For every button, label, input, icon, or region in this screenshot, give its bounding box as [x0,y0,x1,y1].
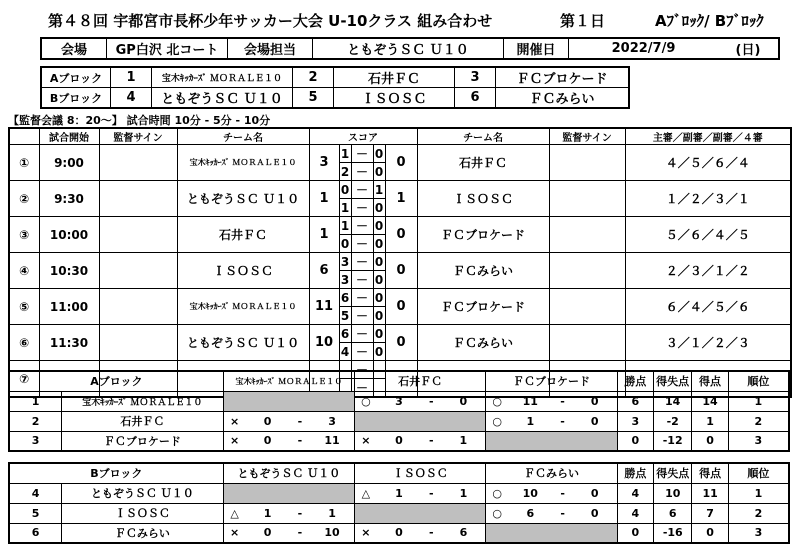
team2-name: ＦＣみらい [417,253,549,289]
dash: - [290,523,310,543]
referees: ４／５／６／４ [625,145,791,181]
half2-score-a: 2 [340,164,350,179]
goal-diff: 10 [654,483,692,503]
team1-total: 11 [309,289,339,325]
self-match-cell [355,411,486,431]
team-name: ＩＳＯＳＣ [62,503,224,523]
team-number: 2 [293,67,334,88]
team2-total: 0 [385,289,417,325]
points: 4 [617,483,653,503]
team1-total: 10 [309,325,339,361]
half2-score-b: 0 [374,272,384,287]
team2-name: ＦＣブロケード [417,289,549,325]
result-mark: ○ [486,391,508,411]
half2-score-b: 0 [374,344,384,359]
team1-name: ともぞうＳＣ Ｕ１０ [177,325,309,361]
col-rank: 順位 [728,371,789,391]
dash: - [290,411,310,431]
col-team2: チーム名 [417,128,549,145]
goals: 14 [692,391,728,411]
sign-cell-2[interactable] [549,253,625,289]
match-row [9,325,791,343]
match-number: ② [9,181,39,217]
referees: ６／４／５／６ [625,289,791,325]
half2-score-a: 1 [340,200,350,215]
half2-score-b: 0 [374,236,384,251]
team-number: 4 [9,483,62,503]
group-row-b [41,88,629,109]
col-diff: 得失点 [654,463,692,483]
half2-score-a: 4 [340,344,350,359]
standings-header-row [9,371,789,391]
rank: 3 [728,523,789,543]
charge-label: 会場担当 [228,38,313,59]
goals-for: 0 [377,523,421,543]
result-mark: ○ [486,503,508,523]
team1-name: 石井ＦＣ [177,217,309,253]
match-time: 9:00 [39,145,99,181]
points: 4 [617,503,653,523]
goals: 7 [692,503,728,523]
goals-for: 0 [245,523,289,543]
team-number: 1 [111,67,152,88]
team-number: 3 [455,67,496,88]
schedule-table [8,127,792,398]
sign-cell-1[interactable] [99,289,177,325]
dash: － [351,199,373,217]
team2-total: 0 [385,145,417,181]
goals-for: 10 [508,483,552,503]
goals-for: 0 [245,431,289,451]
half1-score-a: 1 [340,218,350,233]
standings-team-header: ＦＣみらい [486,463,617,483]
goal-diff: -2 [653,411,691,431]
team2-total: 0 [385,253,417,289]
self-match-cell [486,523,617,543]
half1-score-b: 1 [374,182,384,197]
dash: - [290,431,310,451]
standings-block-label: Aブロック [9,371,223,391]
team1-name: ＩＳＯＳＣ [177,253,309,289]
dash: － [351,343,373,361]
goals-against: 0 [573,503,617,523]
standings-row [9,483,789,503]
dash: - [553,503,573,523]
dash: － [351,181,373,199]
half1-score-a: 1 [340,146,350,161]
sign-cell-2[interactable] [549,325,625,361]
result-mark: ○ [486,483,508,503]
result-mark: ○ [486,411,508,431]
goals-against: 1 [310,503,354,523]
goals-against: 1 [441,431,485,451]
team-number: 3 [9,431,62,451]
goals: 11 [692,483,728,503]
match-row [9,181,791,199]
dash: - [290,503,310,523]
sign-cell-1[interactable] [99,145,177,181]
sign-cell-1[interactable] [99,325,177,361]
standings-team-header: ＩＳＯＳＣ [355,463,486,483]
team-name: ともぞうＳＣ Ｕ１０ [152,88,293,109]
points: 3 [617,411,653,431]
dash: - [421,523,441,543]
points: 0 [617,523,653,543]
goals-against: 11 [310,431,354,451]
match-time: 11:00 [39,289,99,325]
half1-score-a: 0 [340,182,350,197]
match-row [9,217,791,235]
group-block: Bブロック [41,88,111,109]
team-name: ＦＣブロケード [496,67,630,88]
match-row [9,145,791,163]
col-score: スコア [309,128,417,145]
goals-for: 11 [508,391,552,411]
team2-name: ＩＳＯＳＣ [417,181,549,217]
standings-b-table [8,462,790,544]
dash: － [351,235,373,253]
team-number: 2 [9,411,62,431]
col-goals: 得点 [692,463,728,483]
goals-for: 6 [508,503,552,523]
sign-cell-1[interactable] [99,181,177,217]
team1-name: 宝木ｷｯｶｰｽﾞ ＭＯＲＡＬＥ１０ [177,145,309,181]
match-number: ⑥ [9,325,39,361]
sign-cell-2[interactable] [549,181,625,217]
group-block: Aブロック [41,67,111,88]
goals-for: 0 [245,411,289,431]
col-goals: 得点 [692,371,728,391]
referees: ５／６／４／５ [625,217,791,253]
match-number: ⑦ [9,361,39,398]
result-mark: ○ [355,391,377,411]
referees: ２／３／１／２ [625,253,791,289]
goals-against: 0 [573,483,617,503]
goals-against: 0 [441,391,485,411]
half1-score-b: 0 [374,146,384,161]
standings-a-table [8,370,790,452]
team-number: 6 [455,88,496,109]
team-number: 5 [293,88,334,109]
team2-total: 0 [385,325,417,361]
goals-against: 10 [310,523,354,543]
team-name: 宝木ｷｯｶｰｽﾞ ＭＯＲＡＬＥ１０ [152,67,293,88]
half2-score-a: 0 [340,236,350,251]
team-number: 5 [9,503,62,523]
goals: 1 [692,411,728,431]
rank: 1 [728,391,789,411]
result-mark: × [223,431,245,451]
standings-row [9,431,789,451]
dash: － [351,307,373,325]
col-refs: 主審／副審／副審／４審 [625,128,791,145]
dash: - [421,391,441,411]
goal-diff: 6 [654,503,692,523]
team-name: 宝木ｷｯｶｰｽﾞ ＭＯＲＡＬＥ１０ [62,391,224,411]
col-sign2: 監督サイン [549,128,625,145]
dash: － [351,379,373,398]
result-mark: △ [355,483,377,503]
team1-name: 宝木ｷｯｶｰｽﾞ ＭＯＲＡＬＥ１０ [177,289,309,325]
team2-total: 0 [385,217,417,253]
dash: - [552,391,572,411]
team2-name: ＦＣみらい [417,325,549,361]
standings-block-label: Bブロック [9,463,223,483]
col-time: 試合開始 [39,128,99,145]
sign-cell-2[interactable] [549,145,625,181]
venue-label: 会場 [41,38,107,59]
group-row-a [41,67,629,88]
standings-row [9,411,789,431]
dash: － [351,163,373,181]
venue-table [40,37,780,60]
dash: - [421,483,441,503]
col-team1: チーム名 [177,128,309,145]
match-number: ③ [9,217,39,253]
half1-score-a: 6 [340,326,350,341]
half1-score-a: 3 [340,254,350,269]
match-time: 10:00 [39,217,99,253]
dash: － [351,361,373,379]
standings-row [9,503,789,523]
self-match-cell [355,503,486,523]
half1-score-b: 0 [374,254,384,269]
dash: - [553,483,573,503]
team2-total: 1 [385,181,417,217]
meeting-info: 【監督会議 8：20～】 試合時間 10分 - 5分 - 10分 [8,114,271,127]
dash: － [351,145,373,163]
team-name: 石井ＦＣ [334,67,455,88]
team1-total: 1 [309,181,339,217]
referees: ３／１／２／３ [625,325,791,361]
date-label: 開催日 [504,38,569,59]
points: 6 [617,391,653,411]
team1-total: 1 [309,217,339,253]
goals-against: 1 [441,483,485,503]
result-mark: × [355,431,377,451]
team-number: 1 [9,391,62,411]
half1-score-b: 0 [374,218,384,233]
self-match-cell [486,431,617,451]
rank: 2 [728,503,789,523]
match-number: ④ [9,253,39,289]
sign-cell-2[interactable] [549,289,625,325]
charge-value: ともぞうＳＣ Ｕ１０ [313,38,504,59]
team-name: ＦＣみらい [496,88,630,109]
sign-cell-2[interactable] [549,217,625,253]
result-mark: △ [223,503,245,523]
goals-for: 1 [245,503,289,523]
match-number: ① [9,145,39,181]
half1-score-b: 0 [374,290,384,305]
dash: - [421,431,441,451]
match-row [9,289,791,307]
goals: 0 [692,431,728,451]
page-title: 第４８回 宇都宮市長杯少年サッカー大会 U-10クラス 組み合わせ [48,12,493,30]
rank: 1 [728,483,789,503]
team-number: 4 [111,88,152,109]
team-name: ともぞうＳＣ Ｕ１０ [62,483,224,503]
sign-cell-1[interactable] [99,217,177,253]
match-time: 11:30 [39,325,99,361]
team1-total: 6 [309,253,339,289]
standings-team-header: 宝木ｷｯｶｰｽﾞ ＭＯＲＡＬＥ１０ [223,371,354,391]
half1-score-b: 0 [374,326,384,341]
goals-against: 6 [441,523,485,543]
result-mark: × [223,411,245,431]
half2-score-b: 0 [374,200,384,215]
blocks-label: Aﾌﾞﾛｯｸ/ Bﾌﾞﾛｯｸ [655,12,764,30]
standings-header-row [9,463,789,483]
self-match-cell [223,483,354,503]
weekday: (日) [718,38,779,59]
goal-diff: -16 [654,523,692,543]
team2-name: ＦＣブロケード [417,217,549,253]
referees: １／２／３／１ [625,181,791,217]
result-mark: × [223,523,245,543]
dash: － [351,325,373,343]
dash: － [351,253,373,271]
sign-cell-1[interactable] [99,253,177,289]
col-rank: 順位 [728,463,789,483]
team2-name: 石井ＦＣ [417,145,549,181]
col-points: 勝点 [617,371,653,391]
goals-for: 0 [377,431,421,451]
dash: - [552,411,572,431]
self-match-cell [223,391,354,411]
team-number: 6 [9,523,62,543]
goals-for: 1 [377,483,421,503]
team-name: ＩＳＯＳＣ [334,88,455,109]
match-time: 9:30 [39,181,99,217]
points: 0 [617,431,653,451]
standings-row [9,391,789,411]
goals-for: 3 [377,391,421,411]
standings-team-header: 石井ＦＣ [355,371,486,391]
half2-score-b: 0 [374,164,384,179]
standings-team-header: ＦＣブロケード [486,371,617,391]
rank: 2 [728,411,789,431]
goals: 0 [692,523,728,543]
match-row [9,253,791,271]
venue-value: GP白沢 北コート [107,38,228,59]
half2-score-a: 5 [340,308,350,323]
goals-for: 1 [508,411,552,431]
half1-score-a: 6 [340,290,350,305]
goal-diff: 14 [653,391,691,411]
half2-score-b: 0 [374,308,384,323]
team-name: ＦＣブロケード [62,431,224,451]
col-sign1: 監督サイン [99,128,177,145]
standings-row [9,523,789,543]
team1-total: 3 [309,145,339,181]
team-name: 石井ＦＣ [62,411,224,431]
team1-name: ともぞうＳＣ Ｕ１０ [177,181,309,217]
standings-team-header: ともぞうＳＣ Ｕ１０ [223,463,354,483]
day-label: 第１日 [560,12,606,30]
groups-table [40,66,630,109]
rank: 3 [728,431,789,451]
dash: － [351,271,373,289]
team-name: ＦＣみらい [62,523,224,543]
dash: － [351,289,373,307]
result-mark: × [355,523,377,543]
match-number: ⑤ [9,289,39,325]
goals-against: 0 [573,411,617,431]
dash: － [351,217,373,235]
date-value: 2022/7/9 [569,38,719,59]
col-points: 勝点 [617,463,653,483]
goal-diff: -12 [653,431,691,451]
col-diff: 得失点 [653,371,691,391]
goals-against: 3 [310,411,354,431]
match-time: 10:30 [39,253,99,289]
half2-score-a: 3 [340,272,350,287]
schedule-header-row [9,128,791,145]
goals-against: 0 [573,391,617,411]
